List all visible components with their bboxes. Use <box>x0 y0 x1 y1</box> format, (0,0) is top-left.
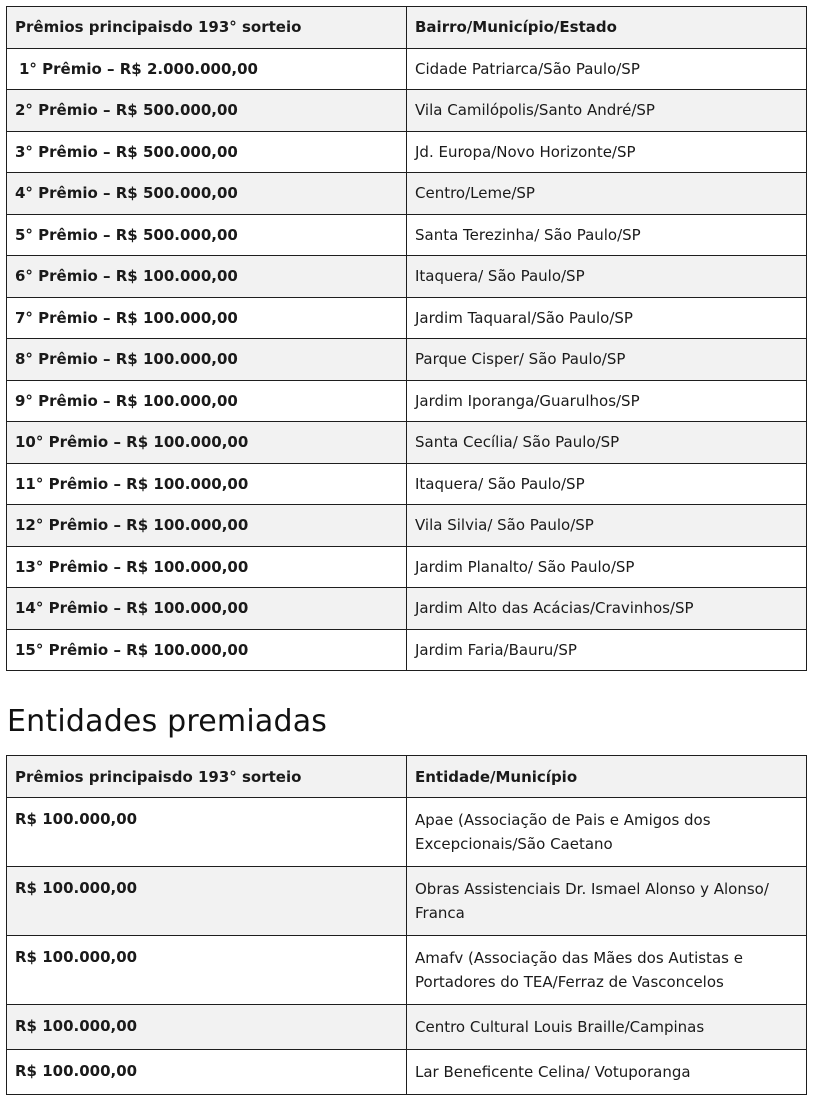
prizes-table <box>6 6 807 671</box>
table-row <box>7 214 807 256</box>
table-row <box>7 1050 807 1095</box>
location-cell: Santa Terezinha/ São Paulo/SP <box>407 214 807 256</box>
table-row <box>7 588 807 630</box>
location-cell: Vila Silvia/ São Paulo/SP <box>407 505 807 547</box>
location-cell: Jardim Alto das Acácias/Cravinhos/SP <box>407 588 807 630</box>
location-cell: Parque Cisper/ São Paulo/SP <box>407 339 807 381</box>
prize-cell: 9° Prêmio – R$ 100.000,00 <box>7 380 407 422</box>
table-row <box>7 48 807 90</box>
prize-cell: 6° Prêmio – R$ 100.000,00 <box>7 256 407 298</box>
table-row <box>7 422 807 464</box>
table-row <box>7 936 807 1005</box>
prize-cell: 13° Prêmio – R$ 100.000,00 <box>7 546 407 588</box>
prize-cell: 11° Prêmio – R$ 100.000,00 <box>7 463 407 505</box>
table-row <box>7 297 807 339</box>
entity-cell: Apae (Associação de Pais e Amigos dos Excepcionais/São Caetano <box>407 798 807 867</box>
table-row <box>7 629 807 671</box>
header-prizes: Prêmios principaisdo 193° sorteio <box>7 756 407 798</box>
entities-table <box>6 755 807 1095</box>
table-row <box>7 546 807 588</box>
location-cell: Santa Cecília/ São Paulo/SP <box>407 422 807 464</box>
prize-cell: 8° Prêmio – R$ 100.000,00 <box>7 339 407 381</box>
location-cell: Jardim Planalto/ São Paulo/SP <box>407 546 807 588</box>
prize-cell: 15° Prêmio – R$ 100.000,00 <box>7 629 407 671</box>
prize-cell: R$ 100.000,00 <box>7 1005 407 1050</box>
prize-cell: 4° Prêmio – R$ 500.000,00 <box>7 173 407 215</box>
table-row <box>7 463 807 505</box>
location-cell: Jardim Faria/Bauru/SP <box>407 629 807 671</box>
location-cell: Jardim Taquaral/São Paulo/SP <box>407 297 807 339</box>
table-row <box>7 380 807 422</box>
table-row <box>7 256 807 298</box>
header-prizes: Prêmios principaisdo 193° sorteio <box>7 7 407 49</box>
entity-cell: Obras Assistenciais Dr. Ismael Alonso y Alonso/ Franca <box>407 867 807 936</box>
table-row <box>7 505 807 547</box>
table-row <box>7 1005 807 1050</box>
prize-cell: 10° Prêmio – R$ 100.000,00 <box>7 422 407 464</box>
table-row <box>7 90 807 132</box>
header-entity: Entidade/Município <box>407 756 807 798</box>
prize-cell: R$ 100.000,00 <box>7 1050 407 1095</box>
prize-cell: 12° Prêmio – R$ 100.000,00 <box>7 505 407 547</box>
entity-cell: Centro Cultural Louis Braille/Campinas <box>407 1005 807 1050</box>
entity-cell: Amafv (Associação das Mães dos Autistas e Portadores do TEA/Ferraz de Vasconcelos <box>407 936 807 1005</box>
location-cell: Jardim Iporanga/Guarulhos/SP <box>407 380 807 422</box>
table-row <box>7 798 807 867</box>
table-row <box>7 173 807 215</box>
table-row <box>7 131 807 173</box>
prize-cell: 5° Prêmio – R$ 500.000,00 <box>7 214 407 256</box>
location-cell: Centro/Leme/SP <box>407 173 807 215</box>
prize-cell: 14° Prêmio – R$ 100.000,00 <box>7 588 407 630</box>
prize-cell: 7° Prêmio – R$ 100.000,00 <box>7 297 407 339</box>
location-cell: Jd. Europa/Novo Horizonte/SP <box>407 131 807 173</box>
prizes-table-header <box>7 7 807 49</box>
table-row <box>7 339 807 381</box>
prize-cell: 3° Prêmio – R$ 500.000,00 <box>7 131 407 173</box>
location-cell: Vila Camilópolis/Santo André/SP <box>407 90 807 132</box>
location-cell: Cidade Patriarca/São Paulo/SP <box>407 48 807 90</box>
header-location: Bairro/Município/Estado <box>407 7 807 49</box>
entity-cell: Lar Beneficente Celina/ Votuporanga <box>407 1050 807 1095</box>
prize-cell: R$ 100.000,00 <box>7 798 407 867</box>
prize-cell: 1° Prêmio – R$ 2.000.000,00 <box>7 48 407 90</box>
location-cell: Itaquera/ São Paulo/SP <box>407 463 807 505</box>
prize-cell: R$ 100.000,00 <box>7 936 407 1005</box>
entities-table-header <box>7 756 807 798</box>
prize-cell: 2° Prêmio – R$ 500.000,00 <box>7 90 407 132</box>
table-row <box>7 867 807 936</box>
section-heading: Entidades premiadas <box>7 704 328 739</box>
location-cell: Itaquera/ São Paulo/SP <box>407 256 807 298</box>
prize-cell: R$ 100.000,00 <box>7 867 407 936</box>
